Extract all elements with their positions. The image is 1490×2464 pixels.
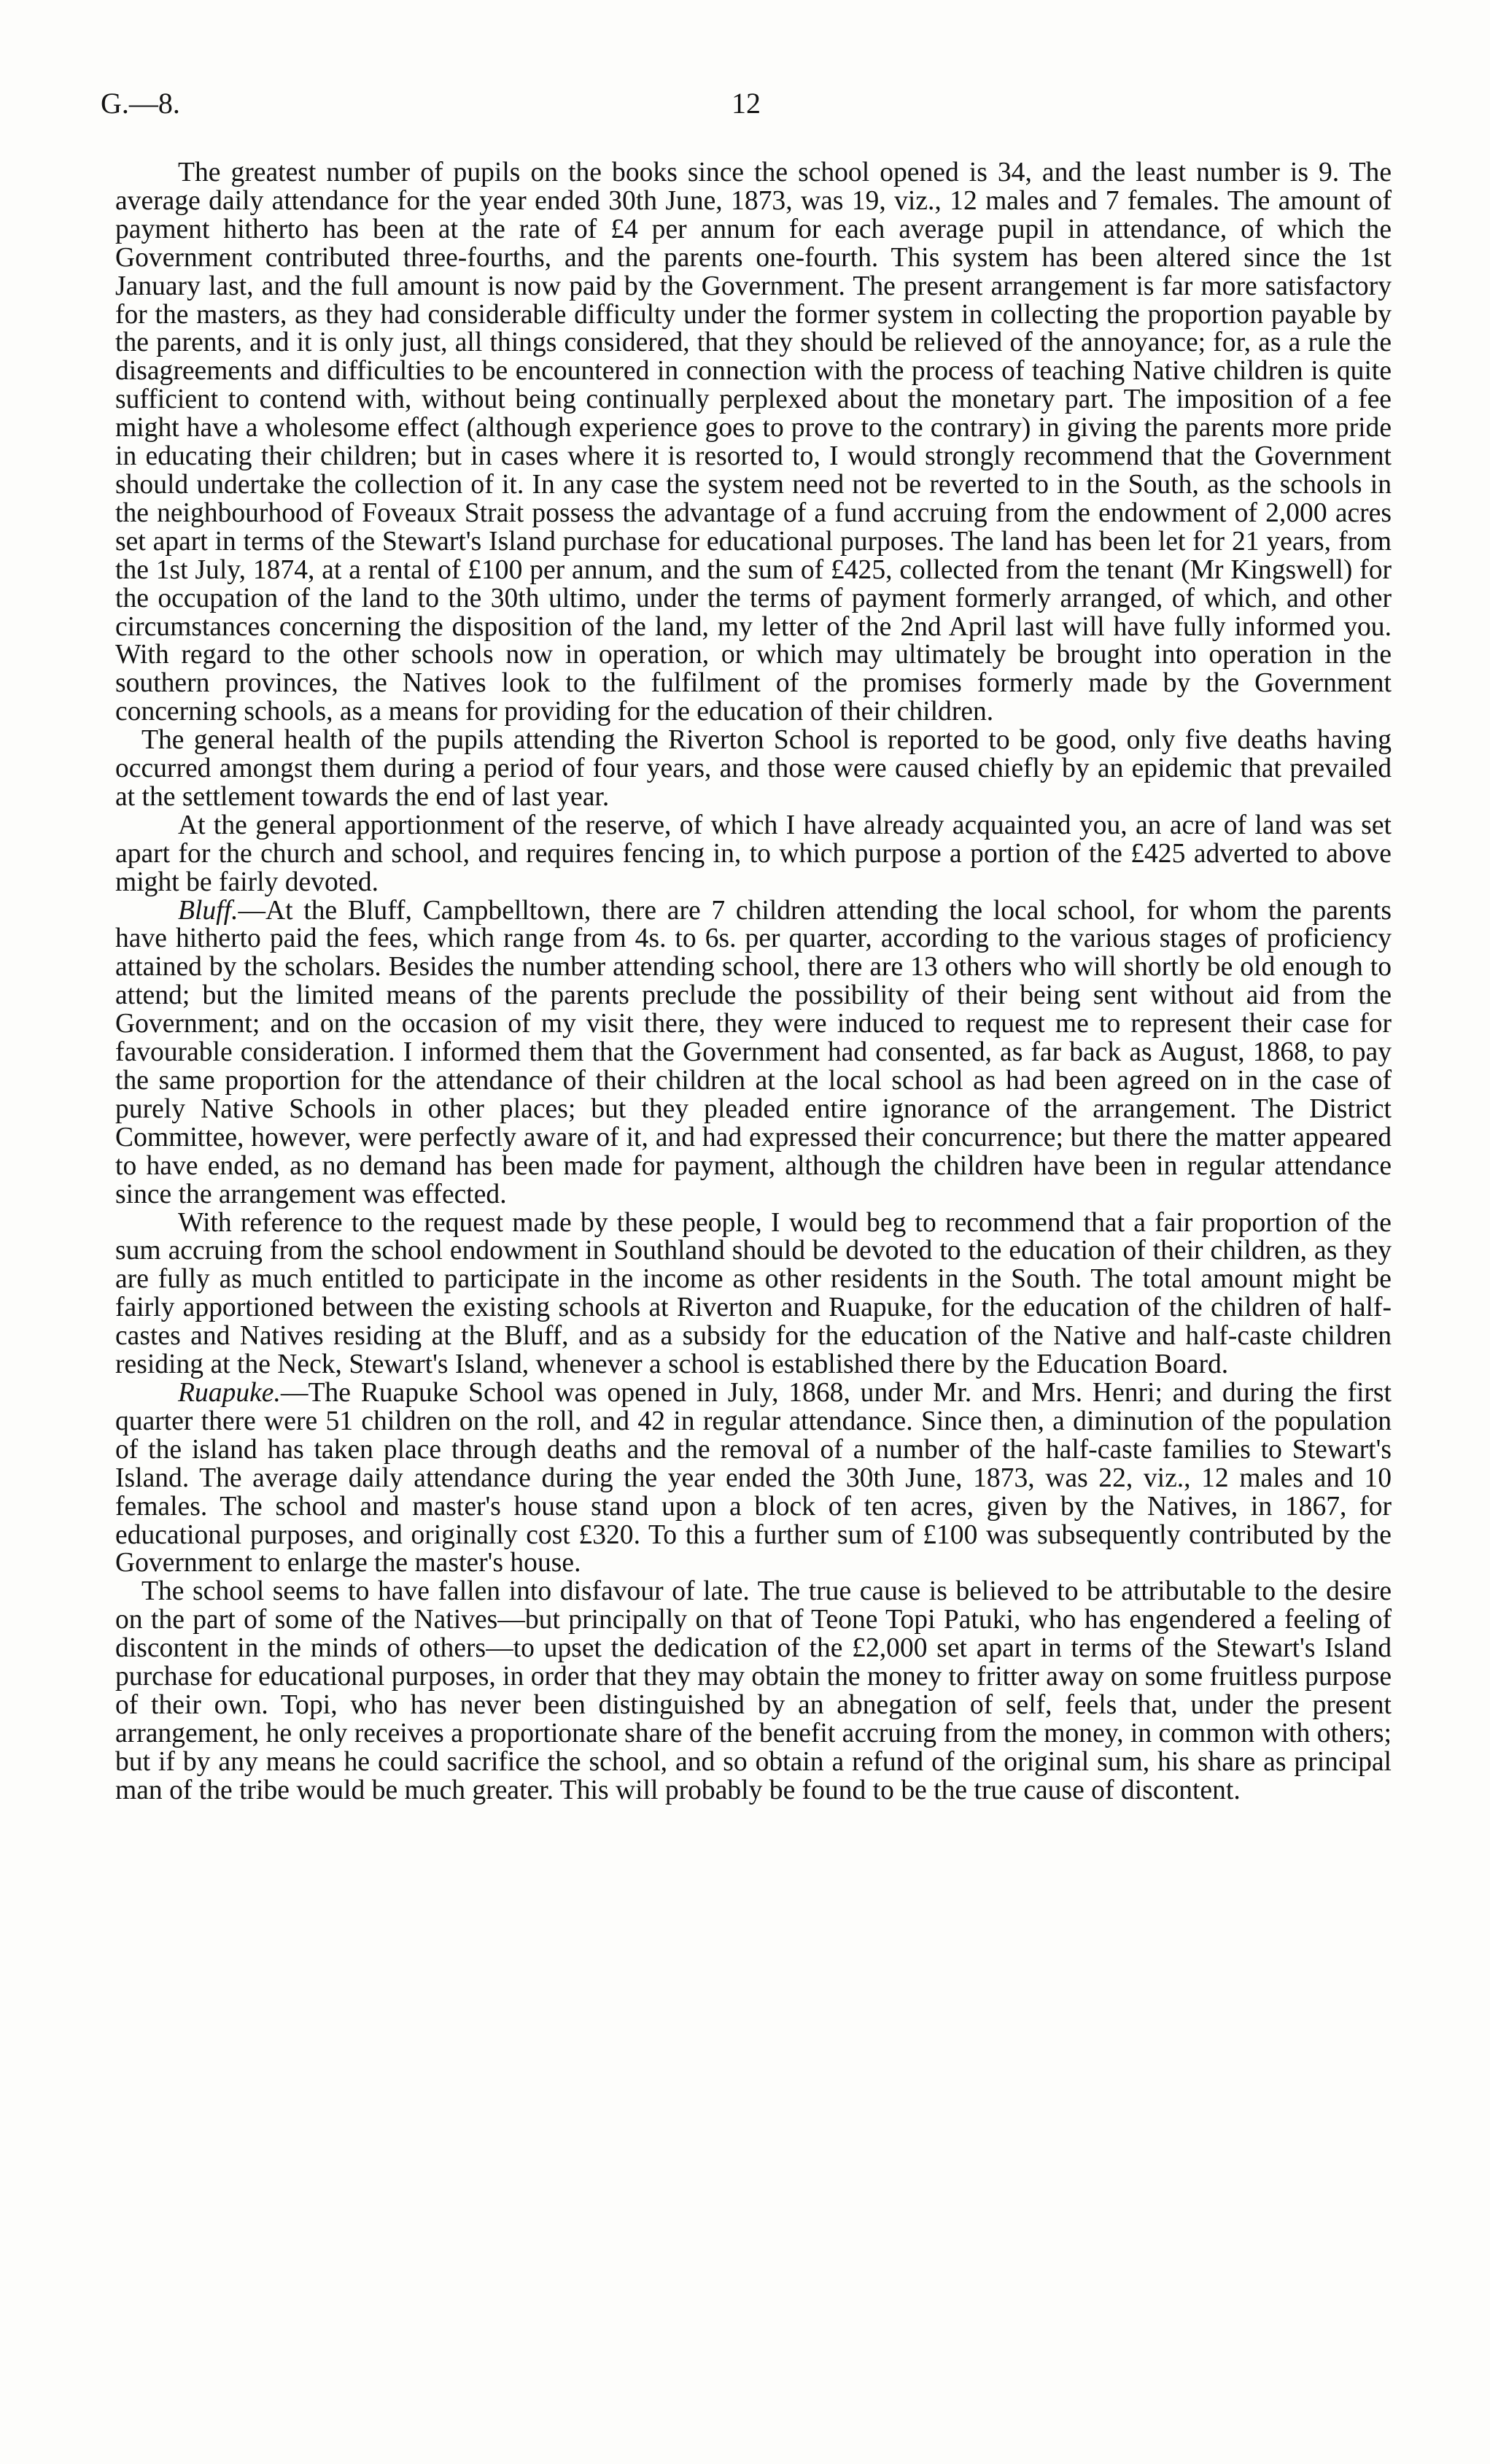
paragraph xyxy=(115,1379,1392,1578)
paragraph-text: —At the Bluff, Campbelltown, there are 7 children attending the local school, for whom the parents have hitherto paid the fees, which range from 4s. to 6s. per quarter, according to the various stages of proficiency attained by the scholars. Besides the number attending school, there are 13 others who will shortly be old enough to attend; but the limited means of the parents preclude the possibility of their being sent without aid from the Government; and on the occasion of my visit there, they were induced to request me to represent their case for favourable consideration. I informed them that the Government had consented, as far back as August, 1868, to pay the same proportion for the attendance of their children at the local school as had been agreed on in the case of purely Native Schools in other places; but they pleaded entire ignorance of the arrangement. The District Committee, however, were perfectly aware of it, and had expressed their concurrence; but there the matter appeared to have ended, as no demand has been made for payment, although the children have been in regular attendance since the arrangement was effected. xyxy=(115,895,1392,1209)
paragraph xyxy=(115,1209,1392,1379)
paragraph xyxy=(115,1578,1392,1805)
page-body xyxy=(115,159,1392,1805)
paragraph-text: The greatest number of pupils on the books since the school opened is 34, and the least number is 9. The average daily attendance for the year ended 30th June, 1873, was 19, viz., 12 males and 7 females. The amount of payment hitherto has been at the rate of £4 per annum for each average pupil in attendance, of which the Government contributed three-fourths, and the parents one-fourth. This system has been altered since the 1st January last, and the full amount is now paid by the Government. The present arrangement is far more satisfactory for the masters, as they had considerable difficulty under the former system in collecting the proportion payable by the parents, and it is only just, all things considered, that they should be relieved of the annoyance; for, as a rule the disagreements and difficulties to be encountered in connection with the process of teaching Native children is quite sufficient to contend with, without being continually perplexed about the monetary part. The imposition of a fee might have a wholesome effect (although experience goes to prove to the contrary) in giving the parents more pride in educating their children; but in cases where it is resorted to, I would strongly recommend that the Government should undertake the collection of it. In any case the system need not be reverted to in the South, as the schools in the neighbourhood of Foveaux Strait possess the advantage of a fund accruing from the endowment of 2,000 acres set apart in terms of the Stewart's Island purchase for educational purposes. The land has been let for 21 years, from the 1st July, 1874, at a rental of £100 per annum, and the sum of £425, collected from the tenant (Mr Kingswell) for the occupation of the land to the 30th ultimo, under the terms of payment formerly arranged, of which, and other circumstances concerning the disposition of the land, my letter of the 2nd April last will have fully informed you. With regard to the other schools now in operation, or which may ultimately be brought into operation in the southern provinces, the Natives look to the fulfilment of the promises formerly made by the Government concerning schools, as a means for providing for the education of their children. xyxy=(115,158,1392,727)
paragraph-text: The general health of the pupils attending the Riverton School is reported to be good, only five deaths having occurred amongst them during a period of four years, and those were caused chiefly by an epidemic that prevailed at the settlement towards the end of last year. xyxy=(115,725,1392,812)
paragraph-text: —The Ruapuke School was opened in July, 1868, under Mr. and Mrs. Henri; and during the first quarter there were 51 children on the roll, and 42 in regular attendance. Since then, a diminution of the population of the island has taken place through deaths and the removal of a number of the half-caste families to Stewart's Island. The average daily attendance during the year ended the 30th June, 1873, was 22, viz., 12 males and 10 females. The school and master's house stand upon a block of ten acres, given by the Natives, in 1867, for educational purposes, and originally cost £320. To this a further sum of £100 was subsequently contributed by the Government to enlarge the master's house. xyxy=(115,1377,1392,1578)
page-header xyxy=(101,86,1392,130)
paragraph-text: With reference to the request made by these people, I would beg to recommend that a fair proportion of the sum accruing from the school endowment in Southland should be devoted to the education of their children, as they are fully as much entitled to participate in the income as other residents in the South. The total amount might be fairly apportioned between the existing schools at Riverton and Ruapuke, for the education of the children of half-castes and Natives residing at the Bluff, and as a subsidy for the education of the Native and half-caste children residing at the Neck, Stewart's Island, whenever a school is established there by the Education Board. xyxy=(115,1207,1392,1380)
section-heading-ruapuke: Ruapuke. xyxy=(178,1377,281,1408)
document-reference: G.—8. xyxy=(101,87,180,120)
paragraph xyxy=(115,727,1392,812)
paragraph-text: At the general apportionment of the reserve, of which I have already acquainted you, an acre of land was set apart for the church and school, and requires fencing in, to which purpose a portion of the £425 adverted to above might be fairly devoted. xyxy=(115,810,1392,897)
paragraph-text: The school seems to have fallen into disfavour of late. The true cause is believed to be attributable to the desire on the part of some of the Natives—but principally on that of Teone Topi Patuki, who has engendered a feeling of discontent in the minds of others—to upset the dedication of the £2,000 set apart in terms of the Stewart's Island purchase for educational purposes, in order that they may obtain the money to fritter away on some fruitless purpose of their own. Topi, who has never been distinguished by an abnegation of self, feels that, under the present arrangement, he only receives a proportionate share of the benefit accruing from the money, in common with others; but if by any means he could sacrifice the school, and so obtain a refund of the original sum, his share as principal man of the tribe would be much greater. This will probably be found to be the true cause of discontent. xyxy=(115,1576,1392,1805)
paragraph xyxy=(115,812,1392,897)
paragraph xyxy=(115,159,1392,727)
page-number: 12 xyxy=(732,87,761,120)
section-heading-bluff: Bluff. xyxy=(178,895,238,926)
paragraph xyxy=(115,897,1392,1209)
